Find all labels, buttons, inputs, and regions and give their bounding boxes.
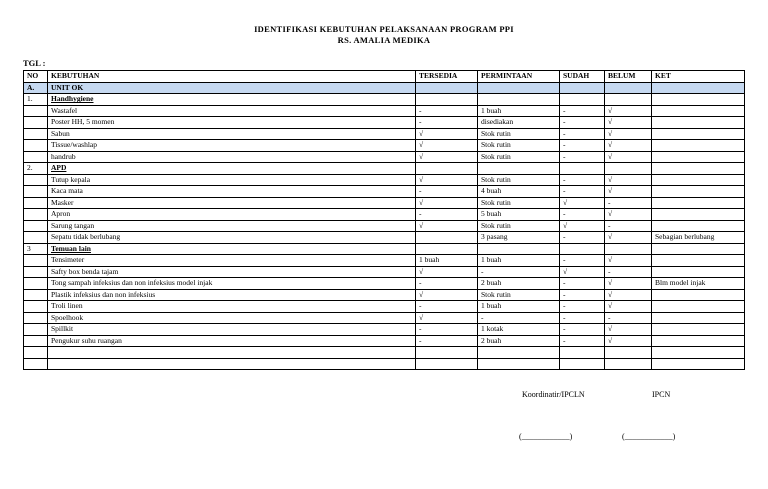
cell-empty [560,163,605,175]
table-row [24,232,745,244]
cell-tersedia: √ [416,266,478,278]
cell-sudah: - [560,105,605,117]
cell-tersedia: - [416,335,478,347]
date-label: TGL : [23,58,46,68]
cell-empty [652,163,745,175]
cell-sudah [560,358,605,370]
cell-empty [652,94,745,106]
table-row [24,266,745,278]
cell-no [24,358,48,370]
cell-no [24,289,48,301]
cell-belum: √ [605,151,652,163]
group-row [24,243,745,255]
cell-empty [416,94,478,106]
cell-belum: √ [605,117,652,129]
section-row [24,82,745,94]
cell-ket: Sebagian berlubang [652,232,745,244]
cell-tersedia: √ [416,197,478,209]
hospital-name: RS. AMALIA MEDIKA [337,35,431,45]
cell-permintaan: Stok rutin [478,140,560,152]
cell-ket [652,301,745,313]
cell-sudah: - [560,174,605,186]
cell-permintaan [478,347,560,359]
header-tersedia: TERSEDIA [416,71,478,83]
cell-tersedia [416,347,478,359]
group-number: 2. [24,163,48,175]
cell-sudah [560,347,605,359]
cell-belum: - [605,312,652,324]
cell-empty [605,243,652,255]
cell-tersedia: √ [416,312,478,324]
table-row [24,128,745,140]
cell-sudah: - [560,209,605,221]
cell-no [24,278,48,290]
table-row [24,358,745,370]
table-row [24,301,745,313]
cell-no [24,335,48,347]
cell-permintaan: Stok rutin [478,174,560,186]
cell-no [24,312,48,324]
cell-ket [652,335,745,347]
cell-empty [560,94,605,106]
group-number: 3 [24,243,48,255]
cell-no [24,347,48,359]
cell-tersedia: √ [416,289,478,301]
cell-ket [652,220,745,232]
cell-ket [652,197,745,209]
cell-permintaan: 3 pasang [478,232,560,244]
table-row [24,278,745,290]
section-no: A. [24,82,48,94]
cell-kebutuhan: Spillkit [48,324,416,336]
cell-permintaan: 1 buah [478,301,560,313]
cell-no [24,197,48,209]
cell-kebutuhan: Tensimeter [48,255,416,267]
header-kebutuhan: KEBUTUHAN [48,71,416,83]
cell-no [24,151,48,163]
cell-ket [652,255,745,267]
cell-sudah: - [560,335,605,347]
cell-tersedia: - [416,301,478,313]
cell-permintaan: - [478,266,560,278]
cell-kebutuhan: Sabun [48,128,416,140]
cell-ket [652,347,745,359]
cell-tersedia: - [416,186,478,198]
header-permintaan: PERMINTAAN [478,71,560,83]
group-row [24,163,745,175]
cell-kebutuhan: Tong sampah infeksius dan non infeksius model injak [48,278,416,290]
cell-tersedia: - [416,324,478,336]
table-row [24,335,745,347]
cell-belum: √ [605,140,652,152]
cell-no [24,209,48,221]
cell-tersedia: √ [416,140,478,152]
cell-kebutuhan: Troli linen [48,301,416,313]
cell-no [24,301,48,313]
cell-empty [478,243,560,255]
cell-empty [478,82,560,94]
cell-belum: - [605,220,652,232]
cell-kebutuhan: Tissue/washlap [48,140,416,152]
cell-kebutuhan: Poster HH, 5 momen [48,117,416,129]
cell-tersedia: √ [416,151,478,163]
cell-permintaan: 1 buah [478,105,560,117]
table-row [24,347,745,359]
cell-ket [652,358,745,370]
cell-ket [652,324,745,336]
cell-belum: √ [605,105,652,117]
cell-sudah: - [560,117,605,129]
cell-kebutuhan: Plastik infeksius dan non infeksius [48,289,416,301]
cell-empty [478,163,560,175]
document-title: IDENTIFIKASI KEBUTUHAN PELAKSANAAN PROGRAM PPI [254,24,514,34]
cell-ket [652,209,745,221]
cell-permintaan: 1 kotak [478,324,560,336]
coordinator-signature-label: Koordinatir/IPCLN [522,390,585,399]
cell-belum: √ [605,232,652,244]
cell-belum: √ [605,174,652,186]
cell-no [24,324,48,336]
cell-tersedia: - [416,105,478,117]
cell-permintaan: Stok rutin [478,220,560,232]
cell-ket [652,266,745,278]
cell-permintaan: 1 buah [478,255,560,267]
needs-table [23,70,745,370]
cell-tersedia: √ [416,220,478,232]
cell-no [24,186,48,198]
coordinator-signature-line: (____________) [519,432,573,441]
cell-permintaan: disediakan [478,117,560,129]
cell-kebutuhan: Masker [48,197,416,209]
section-label: UNIT OK [48,82,416,94]
cell-no [24,140,48,152]
ipcn-signature-label: IPCN [652,390,671,399]
cell-permintaan: 5 buah [478,209,560,221]
table-row [24,151,745,163]
cell-belum: √ [605,335,652,347]
cell-permintaan [478,358,560,370]
cell-tersedia: - [416,117,478,129]
table-body [24,82,745,370]
table-row [24,255,745,267]
table-row [24,197,745,209]
cell-belum: √ [605,255,652,267]
header-sudah: SUDAH [560,71,605,83]
cell-ket [652,174,745,186]
cell-empty [605,94,652,106]
cell-tersedia [416,232,478,244]
cell-sudah: - [560,278,605,290]
cell-ket [652,117,745,129]
cell-tersedia: - [416,209,478,221]
cell-kebutuhan: handrub [48,151,416,163]
table-row [24,174,745,186]
cell-no [24,105,48,117]
cell-empty [416,243,478,255]
cell-belum [605,358,652,370]
cell-kebutuhan [48,358,416,370]
cell-sudah: - [560,140,605,152]
table-row [24,140,745,152]
cell-permintaan: Stok rutin [478,197,560,209]
cell-permintaan: 2 buah [478,278,560,290]
cell-empty [478,94,560,106]
cell-no [24,117,48,129]
cell-tersedia: √ [416,128,478,140]
cell-ket [652,128,745,140]
cell-permintaan: Stok rutin [478,128,560,140]
cell-empty [416,82,478,94]
cell-sudah: - [560,301,605,313]
cell-tersedia: √ [416,174,478,186]
cell-belum: √ [605,209,652,221]
cell-tersedia [416,358,478,370]
cell-belum: √ [605,128,652,140]
header-no: NO [24,71,48,83]
cell-empty [416,163,478,175]
cell-belum: √ [605,186,652,198]
cell-belum: - [605,266,652,278]
cell-sudah: - [560,289,605,301]
cell-sudah: - [560,324,605,336]
cell-empty [652,243,745,255]
cell-ket [652,151,745,163]
group-label: Handhygiene [48,94,416,106]
cell-no [24,128,48,140]
cell-belum: √ [605,278,652,290]
cell-empty [560,82,605,94]
cell-no [24,255,48,267]
table-row [24,324,745,336]
table-header-row [24,71,745,83]
cell-kebutuhan: Safty box benda tajam [48,266,416,278]
cell-permintaan: Stok rutin [478,289,560,301]
cell-ket [652,289,745,301]
cell-sudah: √ [560,266,605,278]
cell-permintaan: 4 buah [478,186,560,198]
group-row [24,94,745,106]
cell-kebutuhan: Sepatu tidak berlubang [48,232,416,244]
table-row [24,209,745,221]
cell-sudah: √ [560,197,605,209]
cell-ket: Blm model injak [652,278,745,290]
group-label: Temuan lain [48,243,416,255]
cell-kebutuhan: Spoelhook [48,312,416,324]
table-row [24,105,745,117]
table-row [24,220,745,232]
cell-empty [652,82,745,94]
cell-sudah: - [560,232,605,244]
cell-kebutuhan: Sarung tangan [48,220,416,232]
cell-sudah: - [560,128,605,140]
cell-ket [652,312,745,324]
cell-permintaan: Stok rutin [478,151,560,163]
table-row [24,117,745,129]
cell-ket [652,140,745,152]
cell-sudah: - [560,312,605,324]
cell-belum: √ [605,324,652,336]
cell-kebutuhan: Tutup kepala [48,174,416,186]
cell-empty [560,243,605,255]
cell-no [24,220,48,232]
cell-belum: - [605,197,652,209]
cell-tersedia: - [416,278,478,290]
ipcn-signature-line: (____________) [622,432,676,441]
cell-ket [652,186,745,198]
cell-tersedia: 1 buah [416,255,478,267]
cell-no [24,266,48,278]
group-label: APD [48,163,416,175]
header-ket: KET [652,71,745,83]
group-number: 1. [24,94,48,106]
table-row [24,186,745,198]
cell-permintaan: - [478,312,560,324]
cell-kebutuhan: Pengukur suhu ruangan [48,335,416,347]
cell-kebutuhan: Apron [48,209,416,221]
cell-belum [605,347,652,359]
cell-belum: √ [605,289,652,301]
cell-sudah: √ [560,220,605,232]
cell-no [24,174,48,186]
cell-no [24,232,48,244]
cell-permintaan: 2 buah [478,335,560,347]
cell-empty [605,163,652,175]
cell-belum: √ [605,301,652,313]
cell-kebutuhan: Wastafel [48,105,416,117]
cell-sudah: - [560,186,605,198]
cell-empty [605,82,652,94]
table-row [24,289,745,301]
cell-ket [652,105,745,117]
cell-sudah: - [560,151,605,163]
table-row [24,312,745,324]
header-belum: BELUM [605,71,652,83]
cell-sudah: - [560,255,605,267]
cell-kebutuhan [48,347,416,359]
cell-kebutuhan: Kaca mata [48,186,416,198]
